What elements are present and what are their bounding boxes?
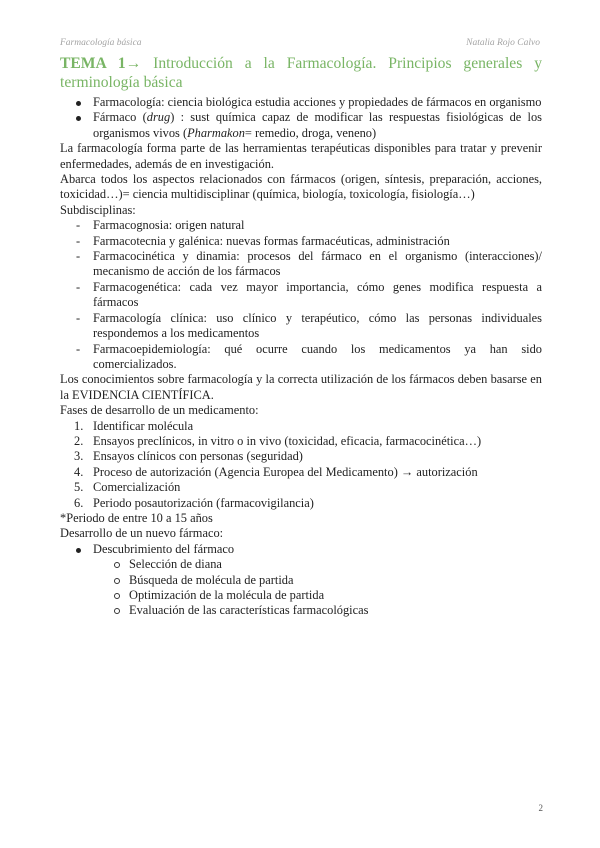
list-item: [74, 449, 542, 464]
chapter-title: [60, 55, 542, 92]
phases-list: [60, 419, 542, 511]
sublist-item: Selección de diana: [129, 557, 542, 572]
subdisciplines-list: [60, 218, 542, 372]
definition-farmacologia: Farmacología: ciencia biológica estudia acciones y propiedades de fármacos en organismo: [93, 95, 542, 109]
sublist-item: Evaluación de las características farmacológicas: [129, 603, 542, 618]
sublist-item: Búsqueda de molécula de partida: [129, 573, 542, 588]
chapter-number: TEMA 1: [60, 55, 126, 72]
new-drug-label: Desarrollo de un nuevo fármaco:: [60, 526, 224, 541]
list-item-text: Identificar molécula: [93, 418, 194, 433]
definition-text: = remedio, droga, veneno): [244, 125, 377, 140]
header-left: Farmacología básica: [60, 38, 142, 48]
definition-farmaco: [93, 110, 542, 141]
list-item: - Farmacocinética y dinamia: procesos del fármaco en el organismo (interacciones)/ mecanismo de acción de los fármacos: [93, 249, 542, 280]
list-number: 2.: [74, 433, 84, 448]
list-item-text: Ensayos preclínicos, in vitro o in vivo (toxicidad, eficacia, farmacocinética…): [93, 433, 482, 448]
list-item-text: Periodo posautorización (farmacovigilancia): [93, 495, 314, 510]
paragraph-scope: Abarca todos los aspectos relacionados con fármacos (origen, síntesis, preparación, acciones, toxicidad…)= ciencia multidisciplinar (química, biología, toxicología, fisiología…): [60, 172, 542, 202]
page-content: [60, 55, 542, 619]
header-right: Natalia Rojo Calvo: [466, 38, 540, 48]
paragraph-evidence: Los conocimientos sobre farmacología y la correcta utilización de los fármacos deben basarse en la EVIDENCIA CIENTÍFICA.: [60, 372, 542, 402]
list-item: - Farmacogenética: cada vez mayor importancia, cómo genes modifica respuesta a fármacos: [93, 280, 542, 311]
list-item: - Farmacología clínica: uso clínico y terapéutico, cómo las personas individuales respondemos a los medicamentos: [93, 311, 542, 342]
list-item: - Farmacoepidemiología: qué ocurre cuando los medicamentos ya han sido comercializados.: [93, 342, 542, 373]
definition-term-drug: drug: [146, 110, 171, 125]
new-drug-sublist: [93, 557, 542, 619]
list-item: [74, 495, 542, 511]
page-number: 2: [538, 803, 543, 813]
list-item-text: Comercialización: [93, 480, 181, 495]
definition-text: Fármaco (: [93, 110, 147, 125]
new-drug-list: [60, 542, 542, 619]
list-item: [93, 542, 542, 619]
definitions-list: [60, 95, 542, 141]
list-item: [74, 418, 542, 434]
list-number: 1.: [74, 418, 84, 433]
definition-term-pharmakon: Pharmakon: [187, 125, 245, 140]
sublist-item: Optimización de la molécula de partida: [129, 588, 542, 603]
definition-text: ) : sust química capaz de modificar las respuestas fisiológicas de los organismos vivos (: [93, 110, 543, 140]
arrow-icon: →: [125, 55, 142, 72]
list-item: [74, 433, 542, 449]
paragraph-tools: La farmacología forma parte de las herramientas terapéuticas disponibles para tratar y prevenir enfermedades, además de en investigación.: [60, 141, 542, 171]
phases-label: Fases de desarrollo de un medicamento:: [60, 403, 259, 418]
list-item: [74, 464, 542, 480]
list-number: 3.: [74, 449, 84, 464]
list-item: [74, 480, 542, 495]
list-item-text: Ensayos clínicos con personas (seguridad): [93, 449, 303, 464]
list-number: 4.: [74, 464, 84, 479]
list-number: 6.: [74, 495, 84, 510]
list-item-text: Descubrimiento del fármaco: [93, 541, 235, 556]
list-number: 5.: [74, 480, 84, 495]
period-note: *Periodo de entre 10 a 15 años: [60, 510, 213, 525]
chapter-title-text: Introducción a la Farmacología. Principios generales y terminología básica: [60, 55, 543, 91]
list-item: - Farmacognosia: origen natural: [93, 218, 542, 233]
list-item: - Farmacotecnia y galénica: nuevas formas farmacéuticas, administración: [93, 234, 542, 249]
subdisciplines-label: Subdisciplinas:: [60, 202, 136, 217]
list-item-text: Proceso de autorización (Agencia Europea del Medicamento) → autorización: [93, 464, 478, 479]
